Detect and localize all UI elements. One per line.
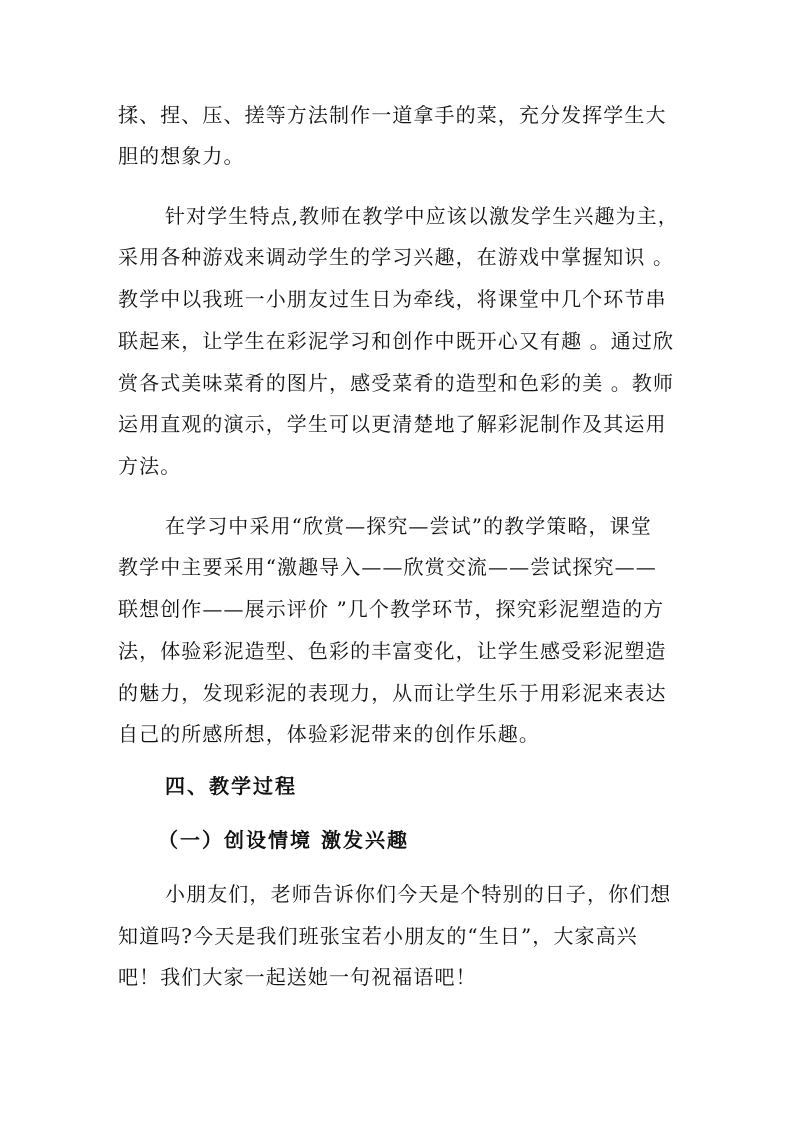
paragraph-line: 吧！我们大家一起送她一句祝福语吧！ — [118, 965, 477, 989]
section-heading: 四、教学过程 — [165, 774, 297, 798]
paragraph-line: 胆的想象力。 — [118, 144, 245, 168]
paragraph-line: 法，体验彩泥造型、色彩的丰富变化，让学生感受彩泥塑造 — [118, 639, 667, 663]
paragraph-first-line: 小朋友们，老师告诉你们今天是个特别的日子，你们想 — [165, 882, 672, 906]
paragraph-line: 自己的所感所想，体验彩泥带来的创作乐趣。 — [118, 722, 540, 746]
paragraph-first-line: 针对学生特点,教师在教学中应该以激发学生兴趣为主， — [165, 204, 679, 228]
paragraph-line: 教学中主要采用“激趣导入——欣赏交流——尝试探究—— — [118, 555, 657, 579]
paragraph-line: 运用直观的演示，学生可以更清楚地了解彩泥制作及其运用 — [118, 412, 667, 436]
paragraph-line: 采用各种游戏来调动学生的学习兴趣，在游戏中掌握知识 。 — [118, 245, 675, 269]
paragraph-line: 揉、捏、压、搓等方法制作一道拿手的菜，充分发挥学生大 — [118, 103, 667, 127]
paragraph-first-line: 在学习中采用“欣赏—探究—尝试”的教学策略，课堂 — [165, 514, 652, 538]
paragraph-line: 联想创作——展示评价 ”几个教学环节，探究彩泥塑造的方 — [118, 597, 665, 621]
subsection-heading: （一）创设情境 激发兴趣 — [158, 828, 409, 852]
paragraph-line: 赏各式美味菜肴的图片，感受菜肴的造型和色彩的美 。教师 — [118, 371, 675, 395]
paragraph-line: 联起来，让学生在彩泥学习和创作中既开心又有趣 。通过欣 — [118, 329, 675, 353]
paragraph-line: 的魅力，发现彩泥的表现力，从而让学生乐于用彩泥来表达 — [118, 681, 667, 705]
paragraph-line: 知道吗?今天是我们班张宝若小朋友的“生日”，大家高兴 — [118, 924, 638, 948]
paragraph-line: 方法。 — [118, 454, 182, 478]
paragraph-line: 教学中以我班一小朋友过生日为牵线，将课堂中几个环节串 — [118, 287, 667, 311]
